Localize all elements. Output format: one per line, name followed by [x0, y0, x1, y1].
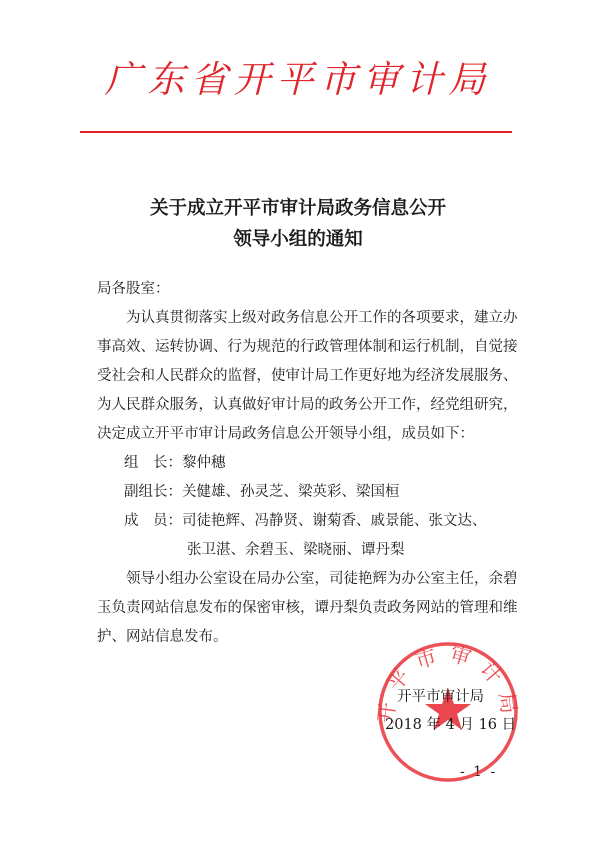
page-number: - 1 - [460, 764, 498, 780]
member-row-members [97, 507, 525, 536]
signature-date: 2018 年 4 月 16 日 [385, 717, 517, 733]
signature-org: 开平市审计局 [397, 689, 484, 705]
leader-label: 组 长： [124, 455, 182, 471]
deputy-label: 副组长： [124, 484, 182, 500]
seal-text: 开平市审计局 [373, 641, 523, 725]
member-names-line-2: 张卫湛、余碧玉、梁晓丽、谭丹梨 [187, 542, 405, 558]
salutation: 局各股室： [97, 281, 170, 297]
member-label: 成 员： [124, 513, 182, 529]
signature-block [385, 683, 516, 739]
member-row-deputy [97, 478, 525, 507]
document-title-line-1: 关于成立开平市审计局政务信息公开 [149, 198, 446, 219]
letterhead-org-name: 广东省开平市审计局 [104, 58, 492, 101]
document-body [97, 275, 525, 652]
deputy-names: 关健雄、孙灵芝、梁英彩、梁国桓 [182, 484, 400, 500]
leader-names: 黎仲穗 [182, 455, 226, 471]
body-paragraph-1: 为认真贯彻落实上级对政务信息公开工作的各项要求，建立办事高效、运转协调、行为规范的行政管理体制和运行机制，自觉接受社会和人民群众的监督，使审计局工作更好地为经济发展服务、为人民群众服务，认真做好审计局的政务公开工作，经党组研究，决定成立开平市审计局政务信息公开领导小组，成员如下： [97, 310, 518, 442]
document-title-line-2: 领导小组的通知 [233, 229, 363, 250]
member-row-leader [97, 449, 525, 478]
body-paragraph-2: 领导小组办公室设在局办公室，司徒艳辉为办公室主任，余碧玉负责网站信息发布的保密审核，谭丹梨负责政务网站的管理和维护、网站信息发布。 [97, 571, 518, 645]
letterhead-red-rule [80, 131, 512, 133]
document-title [0, 193, 596, 255]
member-names-line-1: 司徒艳辉、冯静贤、谢菊香、戚景能、张文达、 [182, 513, 487, 529]
